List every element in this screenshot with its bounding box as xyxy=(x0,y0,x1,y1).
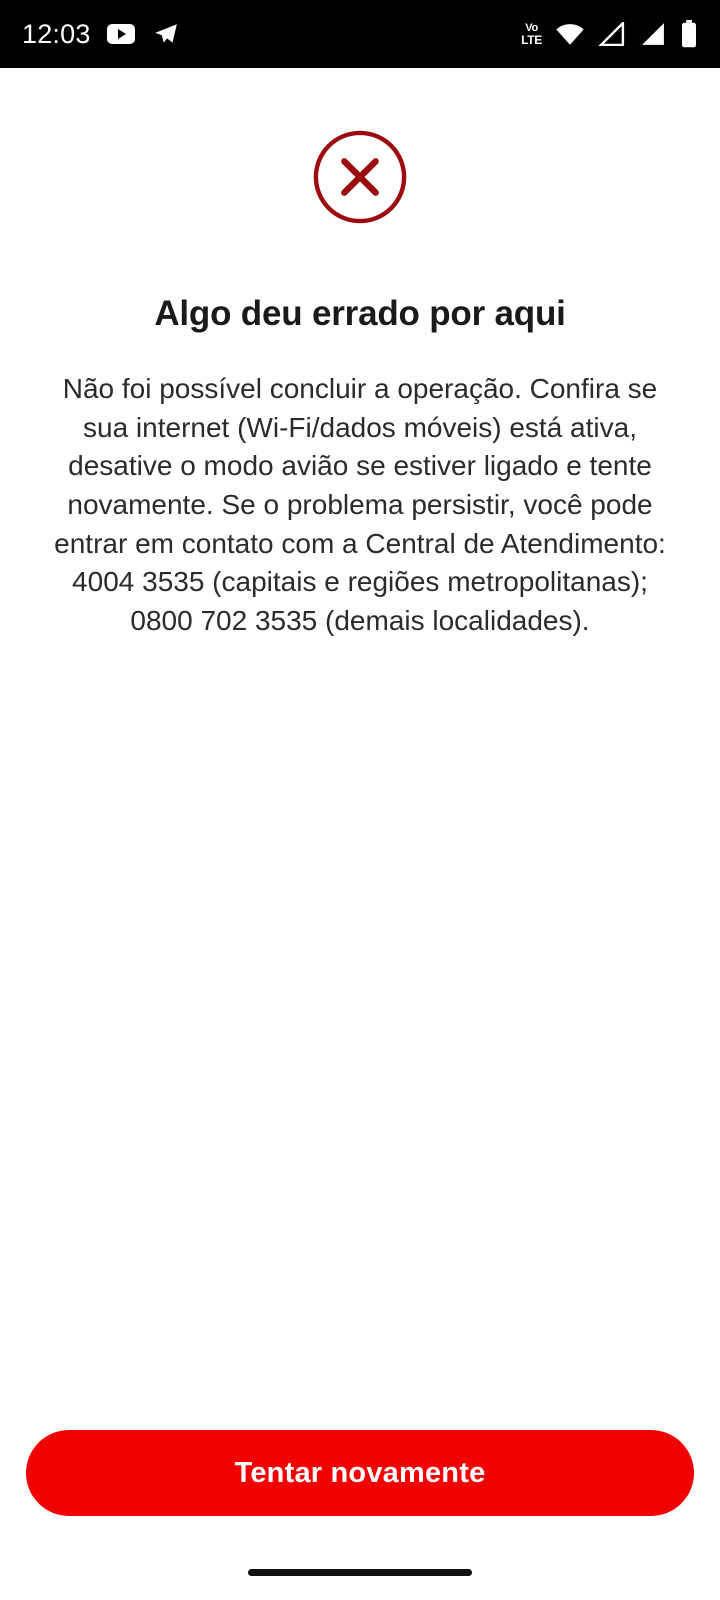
volte-icon-top: Vo xyxy=(525,21,538,34)
system-navigation-bar xyxy=(0,1544,720,1600)
error-icon-container xyxy=(30,128,690,226)
retry-button[interactable]: Tentar novamente xyxy=(26,1430,694,1516)
home-gesture-handle[interactable] xyxy=(248,1569,472,1576)
error-screen xyxy=(0,128,720,640)
battery-icon xyxy=(680,20,698,48)
signal-icon-2 xyxy=(639,22,667,46)
signal-icon-1 xyxy=(598,22,626,46)
telegram-icon xyxy=(151,21,181,47)
volte-icon-bottom: LTE xyxy=(521,32,542,47)
status-clock: 12:03 xyxy=(22,18,91,49)
page-title: Algo deu errado por aqui xyxy=(154,294,566,333)
error-message: Não foi possível concluir a operação. Confira se sua internet (Wi-Fi/dados móveis) está ativa, desative o modo avião se estiver ligado e tente novamente. Se o problema persistir, você pode entrar em contato com a Central de Atendimento: 4004 3535 (capitais e regiões metropolitanas); 0800 702 3535 (demais localidades). xyxy=(54,373,666,636)
status-bar-left xyxy=(22,19,181,50)
error-circle-x-icon xyxy=(311,128,409,226)
status-bar-right xyxy=(521,20,698,48)
cta-container xyxy=(0,1430,720,1516)
volte-icon xyxy=(521,23,542,46)
status-bar xyxy=(0,0,720,68)
wifi-icon xyxy=(555,22,585,46)
youtube-icon xyxy=(107,24,135,44)
